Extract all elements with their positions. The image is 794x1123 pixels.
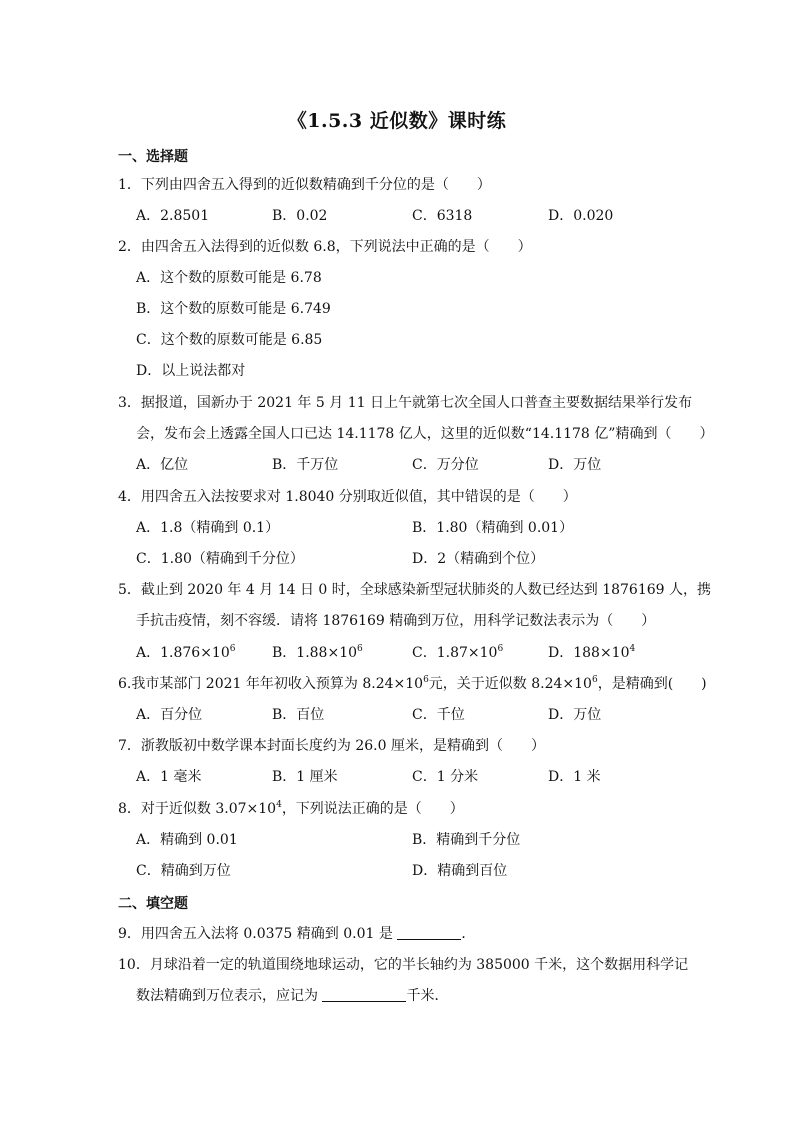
q1-option-c: C．6318 <box>412 208 473 224</box>
q7-option-c: C．1 分米 <box>412 769 479 785</box>
q7-option-d: D．1 米 <box>548 769 601 785</box>
q4-option-b: B．1.80（精确到 0.01） <box>412 520 574 536</box>
q6-option-b: B．百位 <box>272 707 325 723</box>
question-2-stem: 2．由四舍五入法得到的近似数 6.8，下列说法中正确的是（ ） <box>118 239 532 255</box>
q5-option-c: C．$1.87\times 10^6$ <box>412 644 504 661</box>
q9-answer-blank[interactable] <box>397 925 461 940</box>
q3-option-c: C．万分位 <box>412 457 479 473</box>
question-7-stem: 7．浙教版初中数学课本封面长度约为 26.0 厘米，是精确到（ ） <box>118 738 545 754</box>
question-8-stem: 8．对于近似数 $3.07\times 10^4$，下列说法正确的是（ ） <box>118 800 464 817</box>
question-10-stem: 10．月球沿着一定的轨道围绕地球运动，它的半长轴约为 385000 千米，这个数据用科学记 <box>118 957 689 973</box>
q7-option-b: B．1 厘米 <box>272 769 338 785</box>
q1-option-b: B．0.02 <box>272 208 328 224</box>
q8-option-b: B．精确到千分位 <box>412 832 521 848</box>
q8-option-d: D．精确到百位 <box>412 863 508 879</box>
page-title: 《1.5.3 近似数》课时练 <box>287 110 507 132</box>
q2-option-d: D．以上说法都对 <box>136 363 246 379</box>
section-fill-heading: 二、填空题 <box>118 896 188 912</box>
section-choice-heading: 一、选择题 <box>118 149 188 165</box>
q8-option-a: A．精确到 0.01 <box>136 832 238 848</box>
q3-option-d: D．万位 <box>548 457 602 473</box>
q7-option-a: A．1 毫米 <box>136 769 202 785</box>
question-3-stem: 3．据报道，国新办于 2021 年 5 月 11 日上午就第七次全国人口普查主要数据结果举行发布 <box>118 395 692 411</box>
q2-option-b: B．这个数的原数可能是 6.749 <box>136 301 331 317</box>
question-10-stem-cont: 数法精确到万位表示，应记为 千米． <box>136 988 449 1004</box>
q4-option-c: C．1.80（精确到千分位） <box>136 551 304 567</box>
q3-option-b: B．千万位 <box>272 457 339 473</box>
q4-option-a: A．1.8（精确到 0.1） <box>136 520 280 536</box>
q1-option-d: D．0.020 <box>548 208 614 224</box>
q5-option-b: B．$1.88\times 10^6$ <box>272 644 363 661</box>
q1-option-a: A．2.8501 <box>136 208 210 224</box>
q5-option-a: A．$1.876\times 10^6$ <box>136 644 236 661</box>
question-1-stem: 1．下列由四舍五入得到的近似数精确到千分位的是（ ） <box>118 177 491 193</box>
question-5-stem: 5．截止到 2020 年 4 月 14 日 0 时，全球感染新型冠状肺炎的人数已经达到 1876169 人，携 <box>118 582 712 598</box>
q6-option-d: D．万位 <box>548 707 602 723</box>
q3-option-a: A．亿位 <box>136 457 189 473</box>
question-5-stem-cont: 手抗击疫情，刻不容缓．请将 1876169 精确到万位，用科学记数法表示为（ ） <box>136 613 656 629</box>
q6-option-c: C．千位 <box>412 707 465 723</box>
q2-option-a: A．这个数的原数可能是 6.78 <box>136 270 322 286</box>
q10-answer-blank[interactable] <box>322 987 406 1002</box>
q4-option-d: D．2（精确到个位） <box>412 551 545 567</box>
q6-option-a: A．百分位 <box>136 707 203 723</box>
question-9-stem: 9．用四舍五入法将 0.0375 精确到 0.01 是 ． <box>118 926 476 942</box>
q8-option-c: C．精确到万位 <box>136 863 231 879</box>
q5-option-d: D．$188\times 10^4$ <box>548 644 636 661</box>
q2-option-c: C．这个数的原数可能是 6.85 <box>136 332 323 348</box>
question-4-stem: 4．用四舍五入法按要求对 1.8040 分别取近似值，其中错误的是（ ） <box>118 489 577 505</box>
question-3-stem-cont: 会，发布会上透露全国人口已达 14.1178 亿人，这里的近似数“14.1178 亿”精确到（ ） <box>136 426 714 442</box>
question-6-stem: 6.我市某部门 2021 年年初收入预算为 $8.24\times 10^6$元，关于近似数 $8.24\times 10^6$，是精确到( ) <box>118 675 707 692</box>
